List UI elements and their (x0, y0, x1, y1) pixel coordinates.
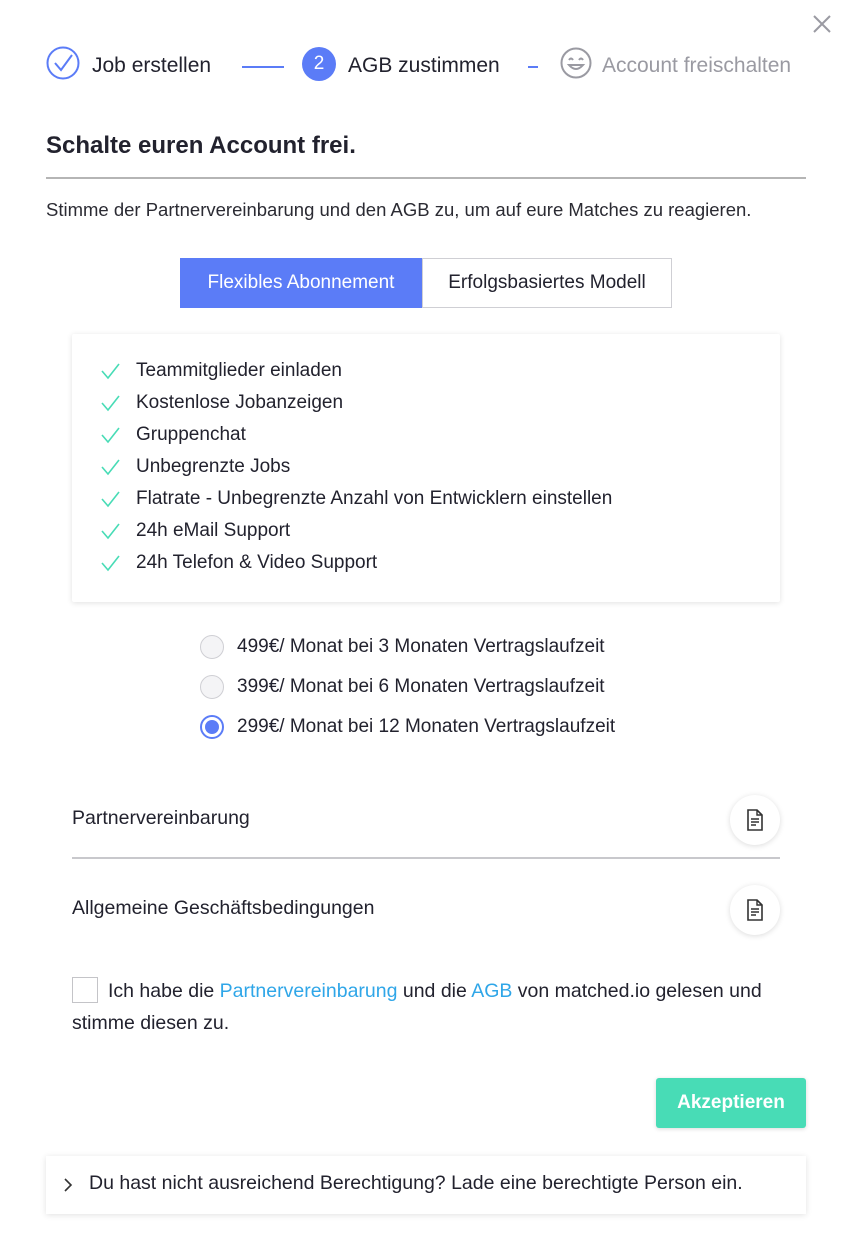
close-icon[interactable] (810, 12, 834, 36)
plan-tabs (180, 258, 672, 308)
check-icon (100, 361, 120, 381)
partnervereinbarung-link[interactable]: Partnervereinbarung (219, 980, 398, 1002)
open-document-button[interactable] (730, 885, 780, 935)
check-icon (100, 425, 120, 445)
radio-button-selected[interactable] (200, 715, 224, 739)
check-icon (100, 521, 120, 541)
invite-panel-label: Du hast nicht ausreichend Berechtigung? Lade eine berechtigte Person ein. (89, 1172, 743, 1194)
agb-link[interactable]: AGB (471, 980, 513, 1002)
consent-checkbox[interactable] (72, 977, 98, 1003)
radio-button[interactable] (200, 635, 224, 659)
feature-label: 24h eMail Support (136, 520, 291, 541)
check-circle-icon (46, 46, 80, 80)
accept-button[interactable]: Akzeptieren (656, 1078, 806, 1128)
title-divider (46, 177, 806, 179)
list-item (100, 547, 377, 579)
progress-stepper (46, 46, 816, 90)
open-document-button[interactable] (730, 795, 780, 845)
step-2-label: AGB zustimmen (348, 54, 500, 77)
tab-erfolgsbasiertes-modell[interactable]: Erfolgsbasiertes Modell (422, 258, 672, 308)
pricing-label: 399€/ Monat bei 6 Monaten Vertragslaufzeit (237, 676, 605, 697)
feature-label: Teammitglieder einladen (136, 360, 342, 381)
document-partnervereinbarung (72, 795, 780, 845)
pricing-option-12-months[interactable] (200, 712, 615, 742)
list-item (100, 355, 342, 387)
pricing-label: 499€/ Monat bei 3 Monaten Vertragslaufzeit (237, 636, 605, 657)
feature-label: Flatrate - Unbegrenzte Anzahl von Entwicklern einstellen (136, 488, 613, 509)
feature-label: Gruppenchat (136, 424, 246, 445)
consent-statement (72, 975, 792, 1039)
feature-label: 24h Telefon & Video Support (136, 552, 378, 573)
document-icon (746, 899, 764, 921)
list-item (100, 419, 246, 451)
step-1-label: Job erstellen (92, 54, 212, 77)
page-title: Schalte euren Account frei. (46, 132, 356, 159)
check-icon (100, 393, 120, 413)
document-icon (746, 809, 764, 831)
radio-button[interactable] (200, 675, 224, 699)
consent-text: Ich habe die (108, 980, 220, 1002)
list-item (100, 387, 343, 419)
check-icon (100, 489, 120, 509)
tab-flexibles-abonnement[interactable]: Flexibles Abonnement (180, 258, 422, 308)
list-item (100, 451, 290, 483)
pricing-option-3-months[interactable] (200, 632, 605, 662)
check-icon (100, 457, 120, 477)
invite-person-panel[interactable] (46, 1156, 806, 1214)
document-label: Allgemeine Geschäftsbedingungen (72, 897, 375, 919)
list-item (100, 483, 612, 515)
feature-label: Kostenlose Jobanzeigen (136, 392, 344, 413)
step-3-label: Account freischalten (602, 54, 792, 77)
smiley-icon (560, 47, 594, 81)
check-icon (100, 553, 120, 573)
pricing-label: 299€/ Monat bei 12 Monaten Vertragslaufzeit (237, 716, 616, 737)
page-subtitle: Stimme der Partnervereinbarung und den AGB zu, um auf eure Matches zu reagieren. (46, 199, 752, 220)
document-agb (72, 885, 780, 935)
list-item (100, 515, 290, 547)
step-2-number: 2 (302, 47, 336, 81)
consent-text: von matched.io gelesen und stimme diesen zu. (72, 980, 762, 1034)
feature-list-card (72, 334, 780, 602)
step-connector (528, 66, 538, 68)
chevron-right-icon (62, 1177, 74, 1193)
divider (72, 857, 780, 859)
feature-label: Unbegrenzte Jobs (136, 456, 291, 477)
consent-text: und die (397, 980, 472, 1002)
pricing-option-6-months[interactable] (200, 672, 605, 702)
step-connector (242, 66, 284, 68)
document-label: Partnervereinbarung (72, 807, 250, 829)
